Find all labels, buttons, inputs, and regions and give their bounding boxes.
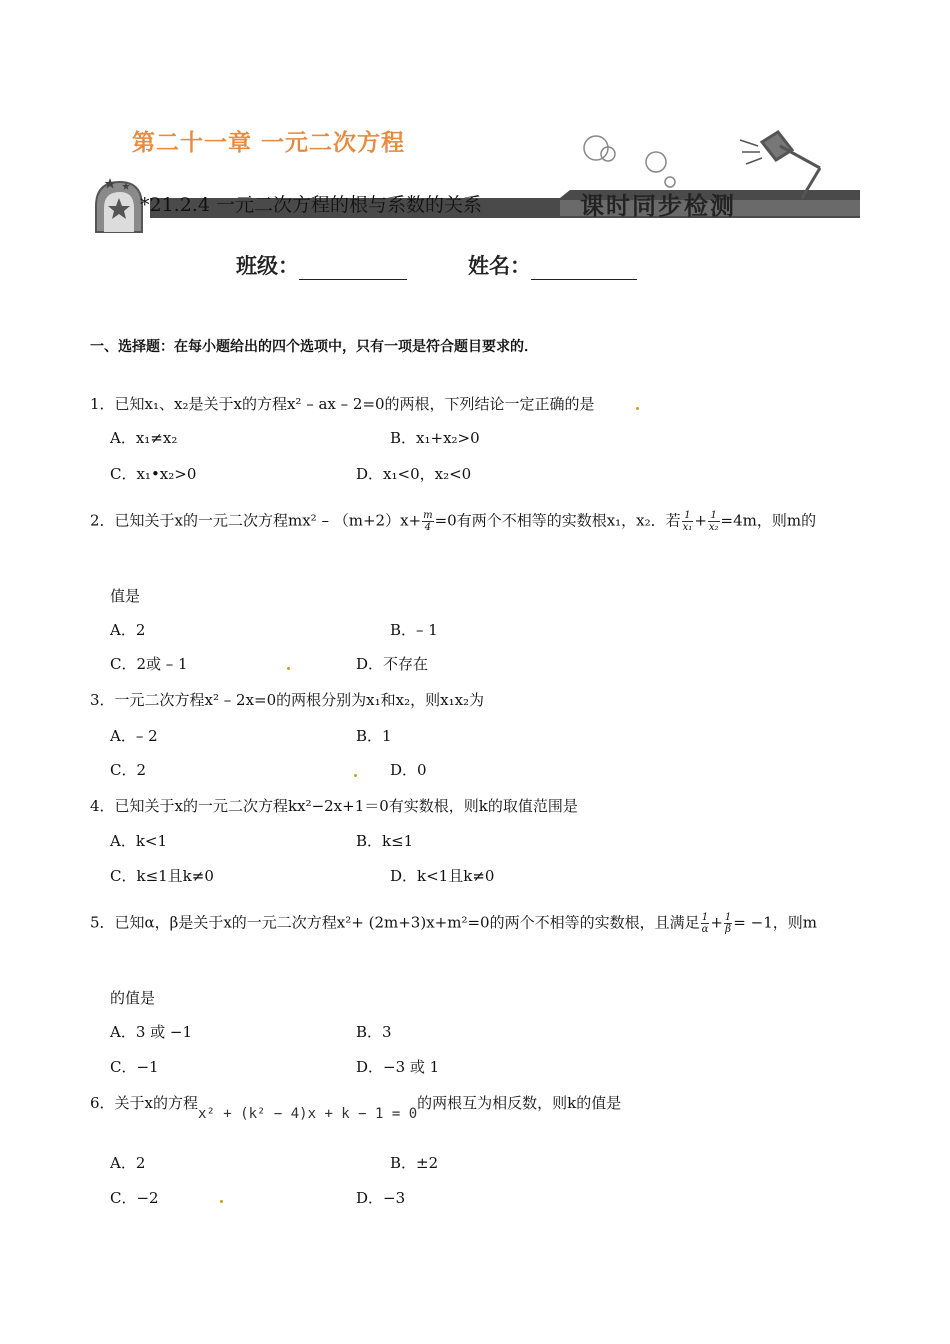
question-5-option-a: A．3 或 −1	[110, 1023, 193, 1041]
question-2-option-c: C．2或 – 1	[110, 655, 188, 673]
question-5-option-c: C．−1	[110, 1058, 159, 1076]
section-title: 一、选择题：在每小题给出的四个选项中，只有一项是符合题目要求的．	[90, 339, 538, 355]
question-5-option-d: D．−3 或 1	[356, 1058, 440, 1076]
class-field	[236, 250, 407, 280]
question-5-fraction-1-over-beta	[724, 912, 732, 935]
question-5-stem	[90, 912, 817, 935]
name-field	[468, 250, 637, 280]
question-1-option-b: B．x₁+x₂>0	[390, 429, 480, 447]
fraction-denominator: 4	[424, 522, 432, 533]
question-6-stem-a: 6．关于x的方程	[90, 1094, 199, 1112]
question-4-option-b: B．k≤1	[356, 832, 414, 850]
question-3-option-a: A．– 2	[110, 727, 158, 745]
question-2-option-d: D．不存在	[356, 655, 429, 673]
name-label: 姓名：	[468, 254, 531, 278]
decorative-dot	[220, 1200, 223, 1203]
fraction-denominator: x₁	[682, 522, 693, 533]
question-2-stem	[90, 510, 816, 533]
question-6-stem-b: 的两根互为相反数，则k的值是	[417, 1094, 622, 1112]
question-2-option-a: A．2	[110, 621, 146, 639]
fraction-numerator: 1	[682, 510, 694, 522]
question-4-option-c: C．k≤1且k≠0	[110, 867, 214, 885]
decorative-dot	[636, 407, 639, 410]
badge-title: 课时同步检测	[580, 192, 736, 220]
fraction-numerator: 1	[708, 510, 720, 522]
question-4-option-d: D．k<1且k≠0	[390, 867, 495, 885]
question-1-stem: 1．已知x₁、x₂是关于x的方程x² – ax – 2=0的两根，下列结论一定正确的是	[90, 395, 595, 413]
question-6-option-c: C．−2	[110, 1189, 159, 1207]
lesson-title: *21.2.4 一元二次方程的根与系数的关系	[140, 194, 482, 216]
question-2-stem-b: =0有两个不相等的实数根x₁，x₂．若	[434, 511, 681, 530]
decorative-dot	[354, 774, 357, 777]
decorative-dot	[287, 667, 290, 670]
question-3-stem: 3．一元二次方程x² – 2x=0的两根分别为x₁和x₂，则x₁x₂为	[90, 691, 485, 709]
lamp-icon	[740, 132, 820, 198]
question-2-stem-continued: 值是	[110, 587, 141, 605]
class-blank[interactable]	[299, 259, 407, 280]
fraction-denominator: β	[725, 924, 731, 935]
question-2-option-b: B．– 1	[390, 621, 438, 639]
question-5-stem-continued: 的值是	[110, 989, 156, 1007]
question-2-fraction-m-over-4	[422, 510, 433, 533]
chapter-title: 第二十一章 一元二次方程	[132, 130, 406, 156]
fraction-numerator: m	[423, 510, 433, 521]
question-3-option-b: B．1	[356, 727, 392, 745]
name-blank[interactable]	[531, 259, 637, 280]
fraction-numerator: 1	[701, 912, 709, 923]
question-1-option-d: D．x₁<0，x₂<0	[356, 465, 472, 483]
question-1-option-c: C．x₁•x₂>0	[110, 465, 197, 483]
question-4-stem: 4．已知关于x的一元二次方程kx²−2x+1＝0有实数根，则k的取值范围是	[90, 797, 578, 815]
question-5-stem-b: = −1，则m	[733, 913, 817, 932]
fraction-denominator: x₂	[708, 522, 719, 533]
question-1-option-a: A．x₁≠x₂	[110, 429, 178, 447]
plus-sign: +	[694, 511, 707, 530]
question-6-option-d: D．−3	[356, 1189, 406, 1207]
question-2-stem-a: 2．已知关于x的一元二次方程mx² – （m+2）x+	[90, 511, 422, 530]
fraction-numerator: 1	[724, 912, 732, 923]
class-label: 班级：	[236, 254, 299, 278]
question-6-formula: x² + (k² − 4)x + k − 1 = 0	[198, 1106, 418, 1122]
question-5-stem-a: 5．已知α，β是关于x的一元二次方程x²+ (2m+3)x+m²=0的两个不相等的实数根，且满足	[90, 913, 700, 932]
question-2-fraction-1-over-x1	[682, 510, 694, 533]
question-6-option-b: B．±2	[390, 1154, 439, 1172]
question-3-option-d: D．0	[390, 761, 427, 779]
question-3-option-c: C．2	[110, 761, 147, 779]
question-2-fraction-1-over-x2	[708, 510, 720, 533]
question-4-option-a: A．k<1	[110, 832, 168, 850]
question-5-option-b: B．3	[356, 1023, 392, 1041]
question-6-stem	[90, 1093, 622, 1122]
question-6-option-a: A．2	[110, 1154, 146, 1172]
fraction-denominator: α	[701, 924, 709, 935]
plus-sign: +	[710, 913, 723, 932]
question-5-fraction-1-over-alpha	[701, 912, 710, 935]
question-2-stem-c: =4m，则m的	[720, 511, 817, 530]
